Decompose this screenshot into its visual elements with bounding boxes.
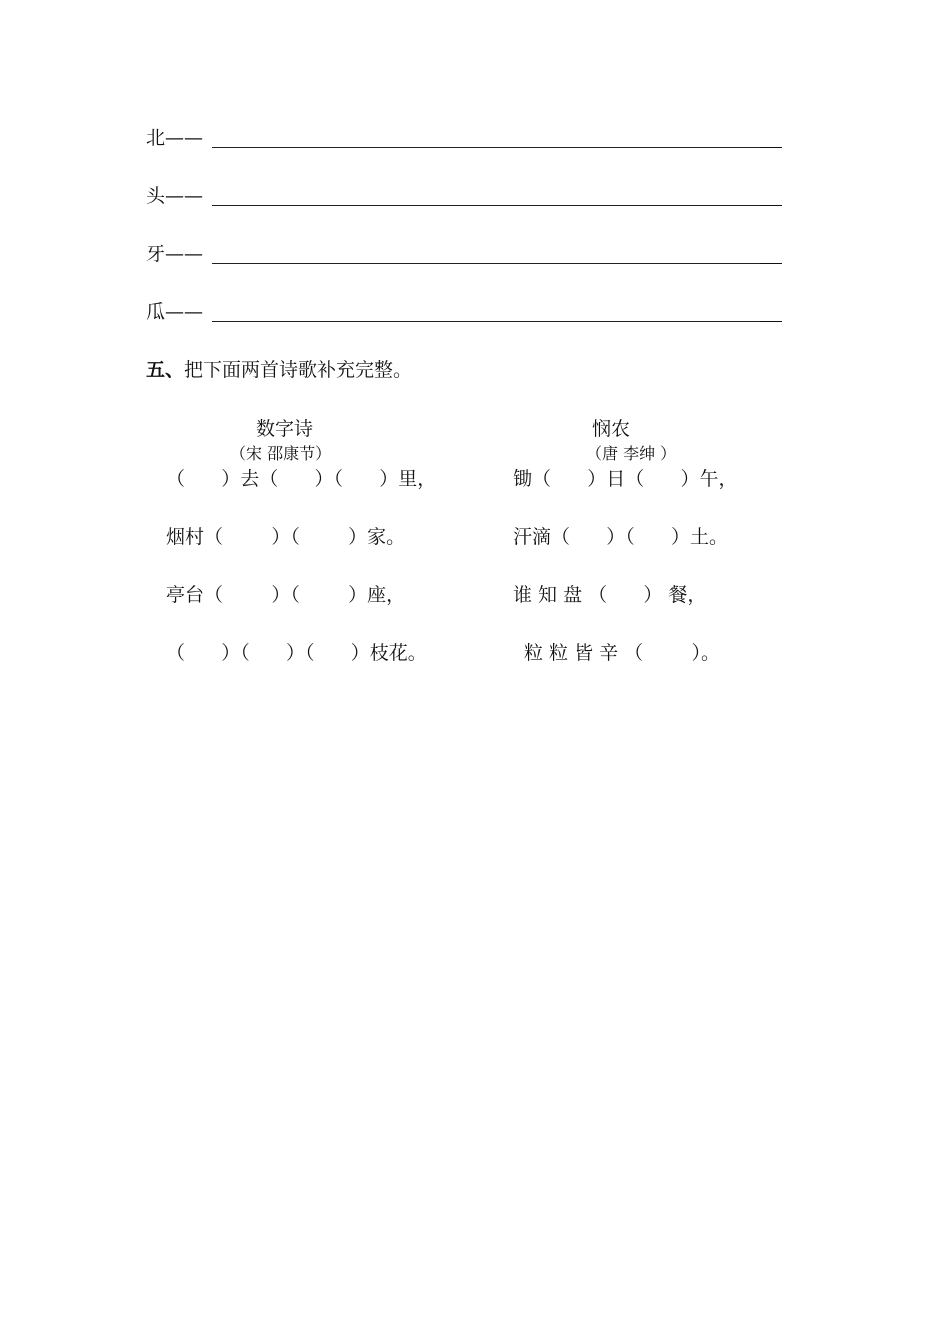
fill-row-tou (146, 184, 782, 214)
answer-line-end (760, 205, 782, 206)
fill-row-gua (146, 300, 782, 330)
fill-row-label: 瓜—— (146, 301, 204, 323)
poem2-line-3: 谁 知 盘 （ ） 餐， (513, 584, 707, 606)
section-number: 五、 (146, 359, 185, 381)
answer-line-end (760, 263, 782, 264)
poem2-line-1: 锄（ ）日（ ）午， (513, 468, 738, 490)
fill-row-bei (146, 126, 782, 156)
answer-line-end (760, 147, 782, 148)
answer-line-end (760, 321, 782, 322)
poem1-title: 数字诗 (256, 418, 314, 440)
fill-row-label: 北—— (146, 127, 204, 149)
answer-line[interactable] (212, 321, 760, 322)
answer-line[interactable] (212, 147, 760, 148)
answer-line[interactable] (212, 263, 760, 264)
poem2-title: 悯农 (592, 418, 631, 440)
answer-line[interactable] (212, 205, 760, 206)
poem1-line-4: （ ）（ ）（ ）枝花。 (166, 642, 427, 664)
poem2-line-2: 汗滴（ ）（ ）土。 (513, 526, 728, 548)
fill-row-label: 头—— (146, 185, 204, 207)
poem2-author: （唐 李绅 ） (586, 444, 677, 463)
fill-row-ya (146, 242, 782, 272)
poem1-author: （宋 邵康节） (230, 444, 332, 463)
poem1-line-1: （ ）去（ ）（ ）里， (166, 468, 437, 490)
poem2-line-4: 粒 粒 皆 辛 （ ）。 (524, 642, 720, 664)
poem1-line-3: 亭台（ ）（ ）座， (166, 584, 406, 606)
section-instruction: 把下面两首诗歌补充完整。 (184, 359, 413, 381)
section-5-heading (146, 357, 412, 383)
fill-row-label: 牙—— (146, 243, 204, 265)
poem1-line-2: 烟村（ ）（ ）家。 (166, 526, 406, 548)
